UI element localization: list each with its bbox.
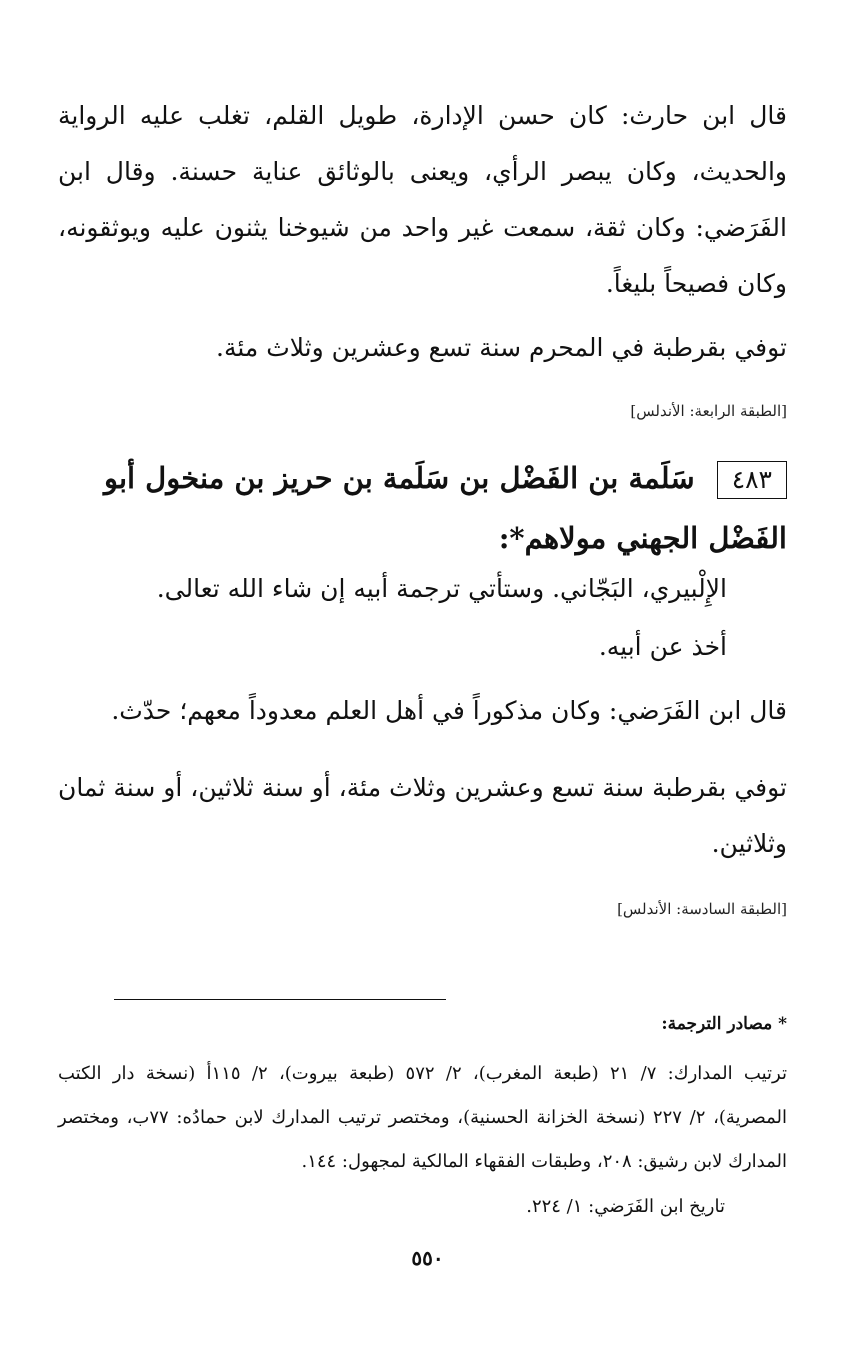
footnote-divider bbox=[114, 999, 446, 1000]
page-number: ٥٥٠ bbox=[411, 1246, 444, 1270]
entry-title: سَلَمة بن الفَضْل بن سَلَمة بن حريز بن منخول أبو الفَضْل الجهني مولاهم*: bbox=[103, 461, 787, 555]
footnote-title: * مصادر الترجمة: bbox=[661, 1014, 787, 1034]
entry-teacher-line: أخذ عن أبيه. bbox=[598, 632, 727, 661]
footnote-last-source: تاريخ ابن الفَرَضي: ١/ ٢٢٤. bbox=[526, 1196, 725, 1217]
tabaqa-label: [الطبقة الرابعة: الأندلس] bbox=[630, 402, 787, 420]
entry-heading bbox=[58, 448, 787, 568]
entry-number-box: ٤٨٣ bbox=[717, 461, 787, 499]
tabaqa-label: [الطبقة السادسة: الأندلس] bbox=[617, 900, 787, 918]
entry-death-paragraph: توفي بقرطبة سنة تسع وعشرين وثلاث مئة، أو سنة ثلاثين، أو سنة ثمان وثلاثين. bbox=[58, 773, 787, 858]
footnote-sources: ترتيب المدارك: ٧/ ٢١ (طبعة المغرب)، ٢/ ٥٧٢ (طبعة بيروت)، ٢/ ١١٥أ (نسخة دار الكتب المصرية)، ٢/ ٢٢٧ (نسخة الخزانة الحسنية)، ومختصر ترتيب المدارك لابن حمادُه: ٧٧ب، ومختصر المدارك لابن رشيق: ٢٠٨، وطبقات الفقهاء المالكية لمجهول: ١٤٤. bbox=[58, 1063, 787, 1172]
previous-entry-death-paragraph: توفي بقرطبة في المحرم سنة تسع وعشرين وثلاث مئة. bbox=[216, 333, 787, 362]
entry-nisba-line: الإِلْبيري، البَجّاني. وستأتي ترجمة أبيه إن شاء الله تعالى. bbox=[156, 574, 727, 603]
entry-quote-line: قال ابن الفَرَضي: وكان مذكوراً في أهل العلم معدوداً معهم؛ حدّث. bbox=[111, 696, 787, 725]
previous-entry-paragraph: قال ابن حارث: كان حسن الإدارة، طويل القلم، تغلب عليه الرواية والحديث، وكان يبصر الرأي، ويعنى بالوثائق عناية حسنة. وقال ابن الفَرَضي: وكان ثقة، سمعت غير واحد من شيوخنا يثنون عليه ويوثقونه، وكان فصيحاً بليغاً. bbox=[58, 101, 787, 298]
